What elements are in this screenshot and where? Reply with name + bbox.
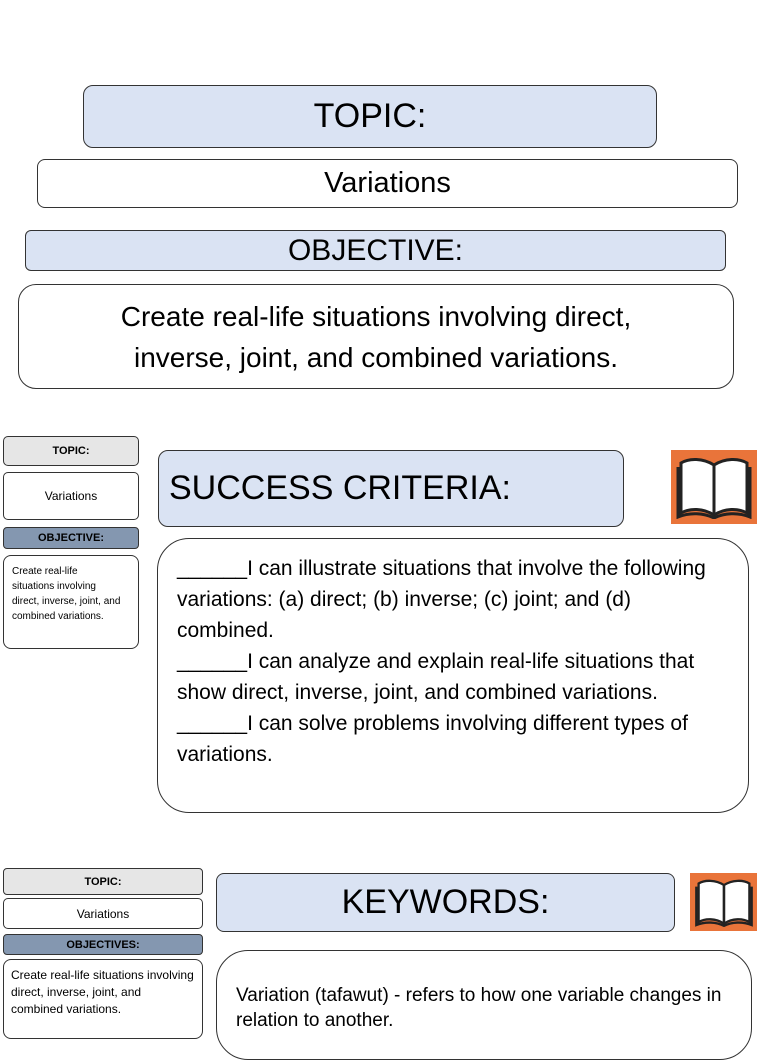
side-objective-text-box bbox=[3, 555, 139, 649]
side-topic-label: TOPIC: bbox=[52, 445, 90, 457]
side-topic-value-box bbox=[3, 472, 139, 520]
keywords-box bbox=[216, 950, 752, 1060]
book-icon-box-2 bbox=[690, 873, 757, 931]
side-objective-label: OBJECTIVE: bbox=[37, 532, 104, 544]
objective-label: OBJECTIVE: bbox=[287, 233, 464, 267]
topic-value-box bbox=[37, 159, 738, 208]
side3-objective-text-box bbox=[3, 959, 203, 1039]
success-criteria-header bbox=[158, 450, 624, 527]
side-topic-value: Variations bbox=[44, 489, 98, 503]
objective-header bbox=[25, 230, 726, 271]
keywords-header bbox=[216, 873, 675, 932]
success-criteria-title: SUCCESS CRITERIA: bbox=[169, 469, 511, 507]
side3-objective-text: Create real-life situations involving direct, inverse, joint, and combined variations. bbox=[11, 968, 194, 1016]
open-book-icon bbox=[694, 877, 754, 927]
side3-topic-value: Variations bbox=[76, 906, 130, 921]
side3-topic-value-box bbox=[3, 898, 203, 929]
side3-topic-header bbox=[3, 868, 203, 895]
side-objective-text: Create real-life situations involving direct, inverse, joint, and combined variations. bbox=[12, 566, 121, 622]
open-book-icon bbox=[675, 455, 753, 519]
criterion-2: ______I can analyze and explain real-life situations that show direct, inverse, joint, and combined variations. bbox=[177, 650, 695, 704]
side3-objective-label: OBJECTIVES: bbox=[66, 938, 140, 951]
criterion-3: ______I can solve problems involving different types of variations. bbox=[177, 712, 688, 766]
keywords-title: KEYWORDS: bbox=[341, 883, 550, 921]
criterion-1: ______I can illustrate situations that involve the following variations: (a) direct; (b) inverse; (c) joint; and (d) combined. bbox=[177, 557, 706, 642]
topic-label: TOPIC: bbox=[313, 97, 427, 135]
book-icon-box bbox=[671, 450, 757, 524]
topic-value: Variations bbox=[324, 167, 451, 199]
side-objective-header bbox=[3, 527, 139, 549]
side-topic-header bbox=[3, 436, 139, 466]
objective-text: Create real-life situations involving direct, inverse, joint, and combined variations. bbox=[120, 300, 632, 373]
keyword-definition: Variation (tafawut) - refers to how one variable changes in relation to another. bbox=[236, 985, 722, 1031]
side3-topic-label: TOPIC: bbox=[84, 875, 122, 888]
objective-text-box bbox=[18, 284, 734, 389]
side3-objective-header bbox=[3, 934, 203, 955]
success-criteria-box bbox=[157, 538, 749, 813]
topic-header bbox=[83, 85, 657, 148]
